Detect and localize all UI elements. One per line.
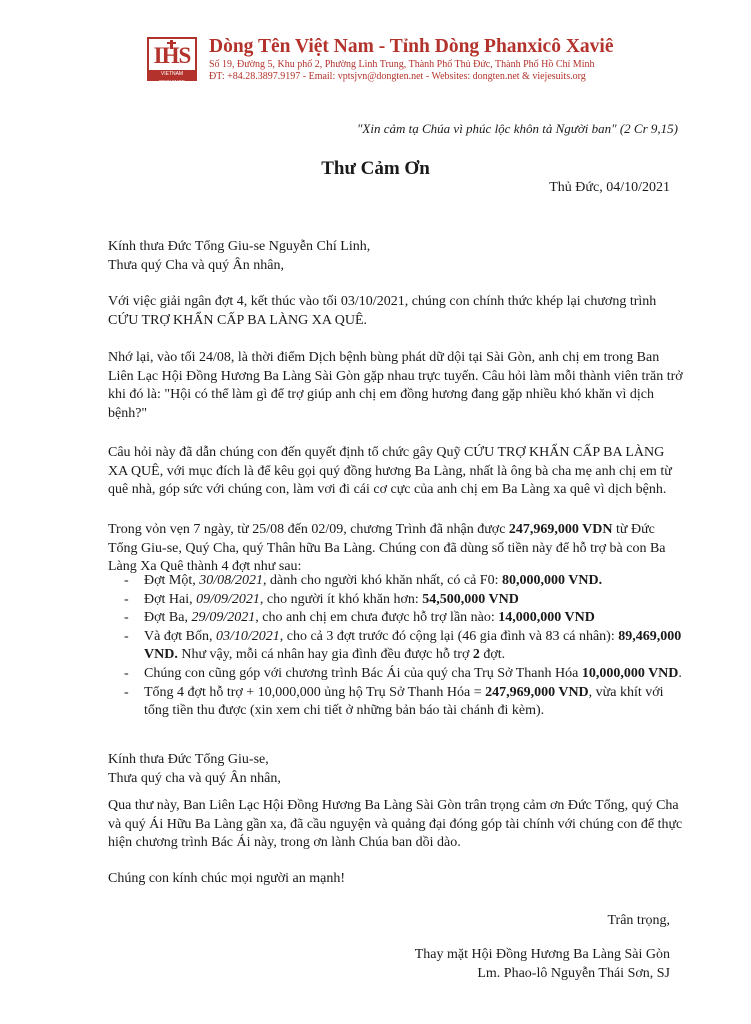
paragraph-4-text [108,521,686,577]
item-count: 2 [472,647,480,663]
list-item [124,684,686,721]
paragraph-2 [108,349,686,423]
salutation-line-1: Kính thưa Đức Tổng Giu-se Nguyễn Chí Linh, [108,239,371,254]
second-salutation [108,751,686,788]
paragraph-1 [108,293,686,330]
org-address: Số 19, Đường 5, Khu phố 2, Phường Linh Trung, Thành Phố Thủ Đức, Thành Phố Hồ Chí Minh [209,59,595,70]
disbursement-list [124,572,686,721]
item-date: 03/10/2021 [215,628,280,644]
item-amount: 54,500,000 VND [422,591,519,607]
item-date: 29/09/2021 [191,610,256,626]
item-text: , dành cho người khó khăn nhất, có cả F0: [263,573,502,588]
item-text: Đợt Hai, [144,591,197,607]
paragraph-6 [108,870,686,889]
salutation-line-2: Thưa quý Cha và quý Ân nhân, [108,257,284,273]
item-amount: 80,000,000 VND. [501,573,603,588]
item-text: , cho người ít khó khăn hơn: [259,591,423,607]
item-text: , cho anh chị em chưa được hỗ trợ lần nào: [255,610,499,626]
list-item [124,665,686,684]
second-salutation-line-1: Kính thưa Đức Tổng Giu-se, [108,752,269,767]
scripture-quote: "Xin cảm tạ Chúa vì phúc lộc khôn tả Người ban" (2 Cr 9,15) [356,121,678,136]
paragraph-3 [108,444,686,500]
paragraph-1-text: Với việc giải ngân đợt 4, kết thúc vào tối 03/10/2021, chúng con chính thức khép lại chương trình CỨU TRỢ KHẨN CẤP BA LÀNG XA QUÊ. [108,294,657,328]
item-amount: 89,469,000 VND. [144,628,682,663]
second-salutation-line-2: Thưa quý cha và quý Ân nhân, [108,770,281,786]
list-item [124,572,686,591]
item-amount: 247,969,000 VND [485,684,589,700]
paragraph-5-text: Qua thư này, Ban Liên Lạc Hội Đồng Hương Ba Làng Sài Gòn trân trọng cảm ơn Đức Tổng, quý Cha và quý Ái Hữu Ba Làng gần xa, đã cầu nguyện và quảng đại đóng góp tài chính với chúng con để thực hiện chương trình Bác Ái này, trong ơn lành Chúa ban dồi dào. [108,798,683,851]
paragraph-5 [108,797,686,853]
item-text: đợt. [479,647,506,663]
list-item [124,609,686,628]
item-amount: 14,000,000 VND [498,610,595,626]
list-item [124,591,686,610]
item-text: Đợt Một, [144,573,200,588]
paragraph-4 [108,521,686,577]
letter-date: Thủ Đức, 04/10/2021 [549,180,670,195]
org-contact: ĐT: +84.28.3897.9197 - Email: vptsjvn@dongten.net - Websites: dongten.net & viejesuits.org [209,71,586,82]
item-text: , vừa khít với tổng tiền thu được (xin xem chi tiết ở những bản báo tài chánh đi kèm). [144,684,664,719]
org-name: Dòng Tên Việt Nam - Tỉnh Dòng Phanxicô Xaviê [209,36,614,57]
paragraph-2-text: Nhớ lại, vào tối 24/08, là thời điểm Dịch bệnh bùng phát dữ dội tại Sài Gòn, anh chị em trong Ban Liên Lạc Hội Đồng Hương Ba Làng Sài Gòn gặp nhau trực tuyến. Câu hỏi làm mỗi thành viên trăn trở khi đó là: "Hội có thể làm gì để trợ giúp anh chị em đồng hương đang gặp nhiều khó khăn vì dịch bệnh?" [108,350,683,421]
item-text: . [678,665,682,681]
item-text: , cho cả 3 đợt trước đó cộng lại (46 gia đình và 83 cá nhân): [279,628,619,644]
p4-amount: 247,969,000 VDN [508,522,613,537]
item-amount: 10,000,000 VND [581,665,679,681]
salutation [108,238,686,275]
list-item [124,628,686,665]
signer-line-1: Thay mặt Hội Đồng Hương Ba Làng Sài Gòn [414,947,670,962]
paragraph-3-text: Câu hỏi này đã dẫn chúng con đến quyết định tổ chức gây Quỹ CỨU TRỢ KHẨN CẤP BA LÀNG XA QUÊ, với mục đích là để kêu gọi quý đồng hương Ba Làng, nhất là ông bà cha mẹ anh chị em từ quê nhà, góp sức với chúng con, làm vơi đi cái cơ cực của anh chị em Ba Làng xa quê vì dịch bệnh. [108,445,672,498]
item-text: Như vậy, mỗi cá nhân hay gia đình đều được hỗ trợ [177,647,473,663]
signature-block [415,946,670,983]
item-text: Chúng con cũng góp với chương trình Bác Ái của quý cha Trụ Sở Thanh Hóa [144,665,582,681]
item-date: 30/08/2021 [199,573,264,588]
item-text: Và đợt Bốn, [144,628,216,644]
item-date: 09/09/2021 [196,591,260,607]
logo-monogram: IHS [153,43,191,68]
closing: Trân trọng, [607,913,670,928]
paragraph-6-text: Chúng con kính chúc mọi người an mạnh! [108,871,346,886]
logo-band: VIETNAM PROVINCE [149,70,195,79]
item-text: Đợt Ba, [144,610,192,626]
signer-line-2: Lm. Phao-lô Nguyễn Thái Sơn, SJ [477,965,670,981]
p4-text-b: từ Đức Tổng Giu-se, Quý Cha, quý Thân hữu Ba Làng. Chúng con đã dùng số tiền này để hỗ trợ bà con Ba Làng Xa Quê thành 4 đợt như sau: [108,522,666,575]
letter-title: Thư Cảm Ơn [321,158,430,179]
province-logo [147,37,197,86]
p4-text-a: Trong vỏn vẹn 7 ngày, từ 25/08 đến 02/09, chương Trình đã nhận được [108,522,509,537]
item-text: Tổng 4 đợt hỗ trợ + 10,000,000 ủng hộ Trụ Sở Thanh Hóa = [144,684,486,700]
